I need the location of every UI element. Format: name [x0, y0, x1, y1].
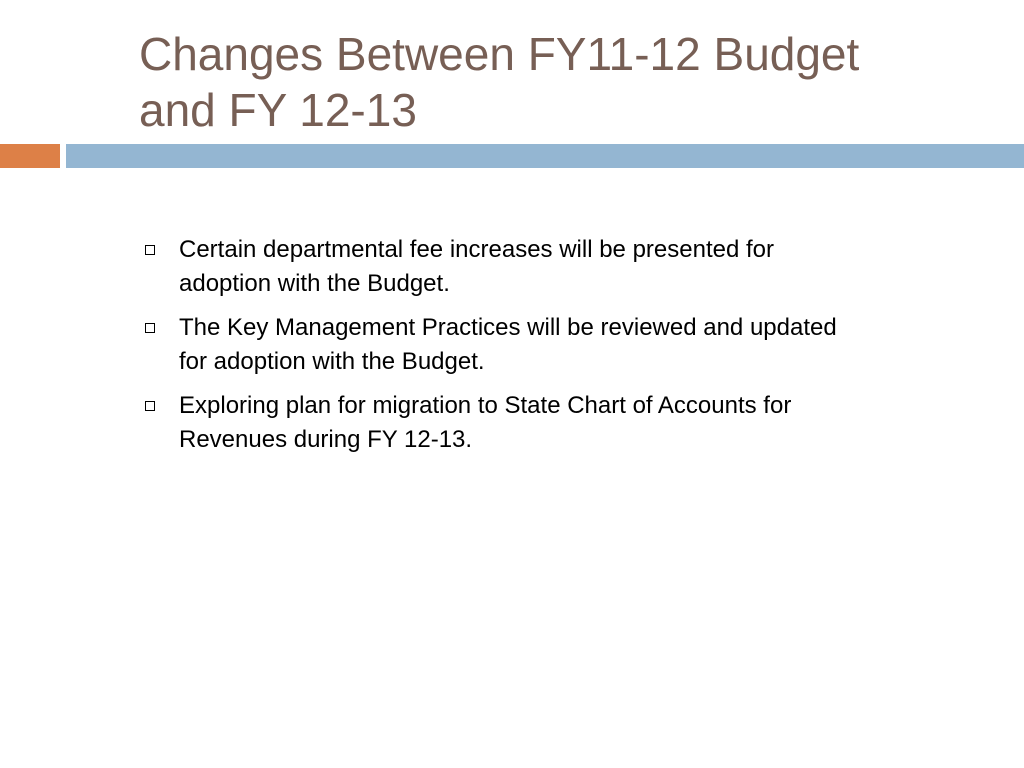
bullet-item-2-line-1: The Key Management Practices will be reviewed and updated [179, 314, 837, 341]
bullet-item-1 [142, 233, 972, 301]
hollow-square-bullet-icon [145, 323, 155, 333]
bullet-item-2 [142, 311, 972, 379]
bullet-item-3-line-2: Revenues during FY 12-13. [179, 426, 473, 453]
slide-title-line-2: and FY 12-13 [139, 84, 417, 136]
bullet-item-2-line-2: for adoption with the Budget. [179, 348, 485, 375]
bullet-item-1-line-1: Certain departmental fee increases will be presented for [179, 236, 774, 263]
slide-title-line-1: Changes Between FY11-12 Budget [139, 28, 860, 80]
hollow-square-bullet-icon [145, 401, 155, 411]
orange-accent-bar [0, 144, 60, 168]
bullet-list [142, 233, 972, 467]
slide-title [139, 26, 999, 138]
hollow-square-bullet-icon [145, 245, 155, 255]
bullet-item-1-line-2: adoption with the Budget. [179, 270, 450, 297]
blue-accent-bar [66, 144, 1024, 168]
bullet-item-3-line-1: Exploring plan for migration to State Chart of Accounts for [179, 392, 792, 419]
bullet-item-3 [142, 389, 972, 457]
